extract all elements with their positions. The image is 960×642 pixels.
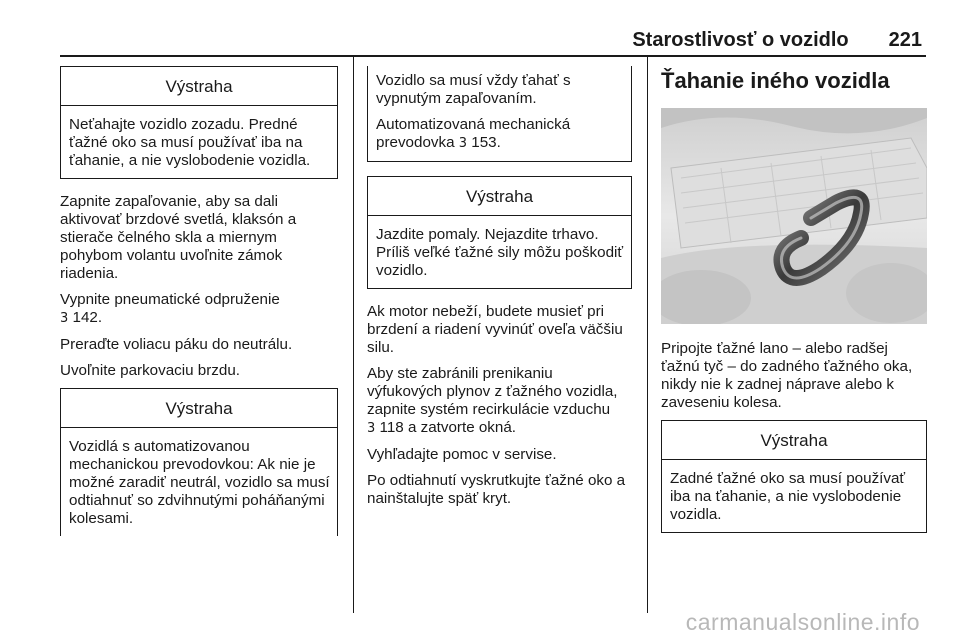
column-3 xyxy=(661,60,927,547)
paragraph: Pripojte ťažné lano – alebo radšej ťažnú tyč – do zadného ťažného oka, nikdy nie k zadnej náprave alebo k zaveseniu kolesa. xyxy=(661,340,913,411)
page-ref-icon: 3 xyxy=(458,136,468,151)
paragraph xyxy=(60,291,338,328)
warning-text: Neťahajte vozidlo zozadu. Predné ťažné oko sa musí používať iba na ťahanie, a nie vyslobodenie vozidla. xyxy=(69,116,311,169)
paragraph-text: Vypnite pneumatické odpruženie xyxy=(60,291,280,308)
warning-box xyxy=(661,420,927,533)
column-2 xyxy=(367,66,632,516)
paragraph: Po odtiahnutí vyskrutkujte ťažné oko a nainštalujte späť kryt. xyxy=(367,472,626,507)
warning-title: Výstraha xyxy=(61,389,337,428)
paragraph: Zapnite zapaľovanie, aby sa dali aktivovať brzdové svetlá, klaksón a stierače čelného skla a miernym pohybom volantu uvoľnite zámok riadenia. xyxy=(60,193,297,282)
page-ref-icon: 3 xyxy=(367,421,376,436)
paragraph: Ak motor nebeží, budete musieť pri brzdení a riadení vyvinúť oveľa väčšiu silu. xyxy=(367,303,623,356)
section-heading: Ťahanie iného vozidla xyxy=(661,68,890,93)
tow-eye-icon xyxy=(661,108,927,324)
column-divider-2 xyxy=(647,57,648,613)
warning-text: Jazdite pomaly. Nejazdite trhavo. Príliš veľké ťažné sily môžu poškodiť vozidlo. xyxy=(376,226,624,279)
paragraph: Preraďte voliacu páku do neutrálu. xyxy=(60,336,293,353)
column-1 xyxy=(60,66,338,550)
paragraph: Aby ste zabránili prenikaniu výfukových plynov z ťažného vozidla, zapnite systém recirkulácie vzduchu 3 118 a zatvorte okná. xyxy=(367,365,618,436)
section-title: Starostlivosť o vozidlo xyxy=(632,29,849,51)
warning-text: Vozidlá s automatizovanou mechanickou prevodovkou: Ak nie je možné zaradiť neutrál, vozidlo sa musí odtiahnuť so zdvihnutými poháňanými kolesami. xyxy=(69,438,330,527)
page-number: 221 xyxy=(888,29,922,51)
warning-text: Zadné ťažné oko sa musí používať iba na ťahanie, a nie vyslobodenie vozidla. xyxy=(670,470,906,523)
page-header xyxy=(60,26,922,52)
warning-title: Výstraha xyxy=(368,177,631,216)
warning-text: Automatizovaná mechanická prevodovka 3 153. xyxy=(376,116,571,151)
paragraph: Uvoľnite parkovaciu brzdu. xyxy=(60,362,241,379)
page-ref-text: 153. xyxy=(471,134,501,151)
page-ref-text: 142. xyxy=(72,309,103,326)
page-ref-icon: 3 xyxy=(60,311,69,326)
warning-box xyxy=(367,176,632,289)
warning-box-continued xyxy=(367,66,632,162)
warning-title: Výstraha xyxy=(61,67,337,106)
tow-eye-illustration xyxy=(661,108,927,324)
column-divider-1 xyxy=(353,57,354,613)
warning-box xyxy=(60,388,338,536)
warning-text: Vozidlo sa musí vždy ťahať s vypnutým zapaľovaním. xyxy=(376,72,571,107)
watermark: carmanualsonline.info xyxy=(685,609,920,635)
paragraph: Vyhľadajte pomoc v servise. xyxy=(367,446,557,463)
header-rule xyxy=(60,55,926,57)
warning-box xyxy=(60,66,338,179)
page-ref-text: 118 a zatvorte okná. xyxy=(379,419,517,436)
warning-title: Výstraha xyxy=(662,421,926,460)
